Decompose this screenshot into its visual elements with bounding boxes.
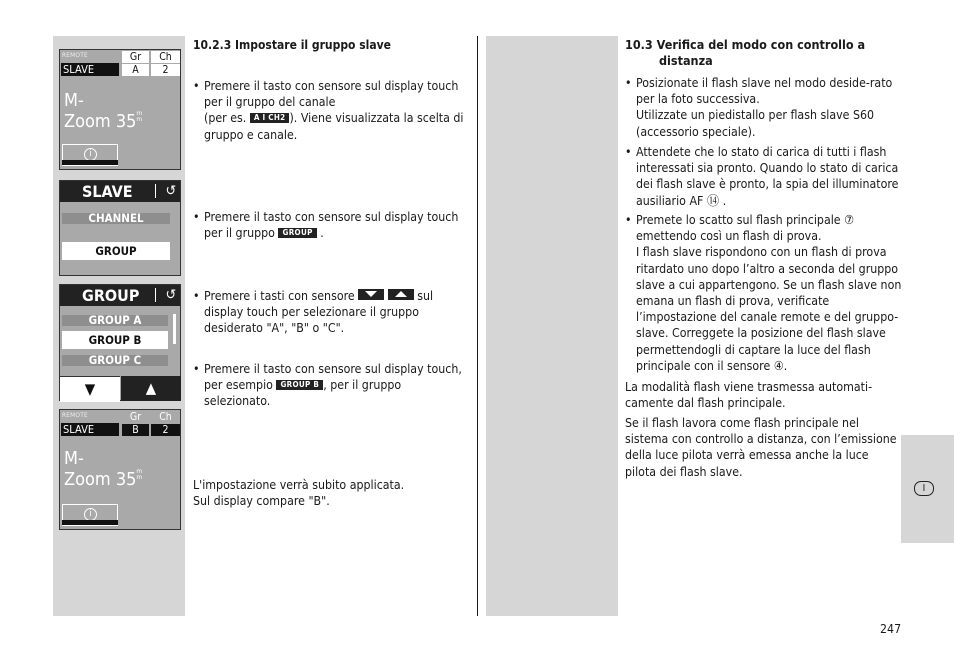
info-button-base (62, 520, 118, 525)
channel-menu-item[interactable]: CHANNEL (62, 213, 170, 224)
scrollbar[interactable] (173, 314, 176, 344)
chapter-tab (901, 435, 954, 543)
info-icon: i (84, 508, 97, 521)
slave-label: SLAVE (61, 63, 119, 76)
group-b-chip: GROUP B (276, 380, 323, 390)
group-menu-item[interactable]: GROUP (62, 242, 170, 260)
scroll-down-button[interactable] (60, 376, 120, 402)
display-screen-group-menu (59, 284, 181, 401)
step-1: • Premere il tasto con sensore sul display touch per il gruppo del canale (per es. A I CH2 ). Viene visualizzata la scelta di gruppo e canale. (193, 78, 466, 143)
ref-7: ⑦ (844, 213, 855, 227)
group-menu-header (60, 285, 180, 306)
ref-4: ④ (773, 358, 784, 373)
zoom-text: Zoom 35m m (64, 109, 143, 132)
result-text: L'impostazione verrà subito applicata. Sul display compare "B". (193, 478, 405, 509)
section-heading-10-2-3: 10.2.3 Impostare il gruppo slave (193, 38, 391, 52)
slave-label: SLAVE (61, 423, 119, 436)
chapter-tab-label: I (914, 481, 934, 496)
header-separator (155, 288, 156, 302)
group-header: Gr (122, 411, 149, 423)
step-2: • Premere il tasto con sensore sul display touch per il gruppo GROUP . (193, 209, 466, 241)
group-value: A (122, 64, 149, 76)
section-heading-10-3: 10.3 Verifica del modo con controllo a distanza (625, 37, 866, 68)
info-button-base (62, 160, 118, 165)
channel-header: Ch (151, 51, 180, 63)
paragraph-1: La modalità flash viene trasmessa automati-camente dal flash principale. (625, 380, 873, 411)
group-chip: GROUP (278, 228, 316, 238)
group-value: B (122, 424, 149, 436)
back-icon[interactable]: ↺ (165, 183, 176, 199)
a-ch2-chip: A I CH2 (250, 113, 290, 123)
arrow-up-icon: ▲ (145, 379, 157, 397)
arrow-down-icon: ▼ (84, 380, 96, 398)
display-screen-slave-a (59, 49, 181, 170)
zoom-unit: m m (136, 467, 143, 481)
display-screen-slave-menu (59, 180, 181, 276)
group-a-item[interactable]: GROUP A (62, 315, 168, 326)
back-icon[interactable]: ↺ (165, 287, 176, 303)
check-step-2: • Attendete che lo stato di carica di tutti i flash interessati sia pronto. Quando lo stato di carica dei flash slave è pronto, la spia del illuminatore ausiliario AF ⑭ . (625, 144, 911, 209)
middle-gray-column (486, 36, 618, 616)
group-menu-title: GROUP (82, 286, 140, 305)
ref-14: ⑭ (706, 193, 720, 208)
group-header: Gr (122, 51, 149, 63)
remote-label: REMOTE (62, 51, 88, 59)
info-icon: i (84, 148, 97, 161)
check-step-1: • Posizionate il flash slave nel modo deside-rato per la foto successiva. Utilizzate un piedistallo per flash slave S60 (accessorio speciale). (625, 75, 911, 140)
mode-text: M- (64, 448, 84, 469)
step-4: • Premere il tasto con sensore sul display touch, per esempio GROUP B , per il gruppo selezionato. (193, 361, 470, 410)
zoom-unit: m m (136, 109, 143, 123)
scroll-up-button[interactable] (121, 376, 181, 401)
step-3: • Premere i tasti con sensore sul display touch per selezionare il gruppo desiderato "A", "B" o "C". (193, 288, 466, 337)
paragraph-2: Se il flash lavora come flash principale nel sistema con controllo a distanza, con l’emissione della luce pilota verrà emessa anche la luce pilota dei flash slave. (625, 416, 897, 479)
channel-value: 2 (151, 424, 180, 436)
column-divider-left (477, 36, 478, 616)
mode-text: M- (64, 90, 84, 111)
slave-menu-title: SLAVE (82, 182, 133, 201)
remote-label: REMOTE (62, 411, 88, 419)
slave-menu-header (60, 181, 180, 202)
channel-value: 2 (151, 64, 180, 76)
display-screen-slave-b (59, 409, 181, 530)
arrow-up-icon (388, 289, 414, 300)
group-c-item[interactable]: GROUP C (62, 355, 168, 366)
arrow-down-icon (358, 289, 384, 300)
zoom-text: Zoom 35m m (64, 467, 143, 490)
page-number: 247 (880, 622, 902, 636)
channel-header: Ch (151, 411, 180, 423)
header-separator (155, 184, 156, 198)
group-b-item[interactable]: GROUP B (62, 331, 168, 349)
check-step-3: • Premete lo scatto sul flash principale ⑦ emettendo così un flash di prova. I flash slave rispondono con un flash di prova ritardato uno dopo l’altro a seconda del gruppo slave a cui appartengono. Se un flash slave non emana un flash di prova, verificate l’impostazione del canale remote e del gruppo-slave. Correggete la posizione del flash slave permettendogli di captare la luce del flash principale con il sensore ④. (625, 212, 911, 374)
